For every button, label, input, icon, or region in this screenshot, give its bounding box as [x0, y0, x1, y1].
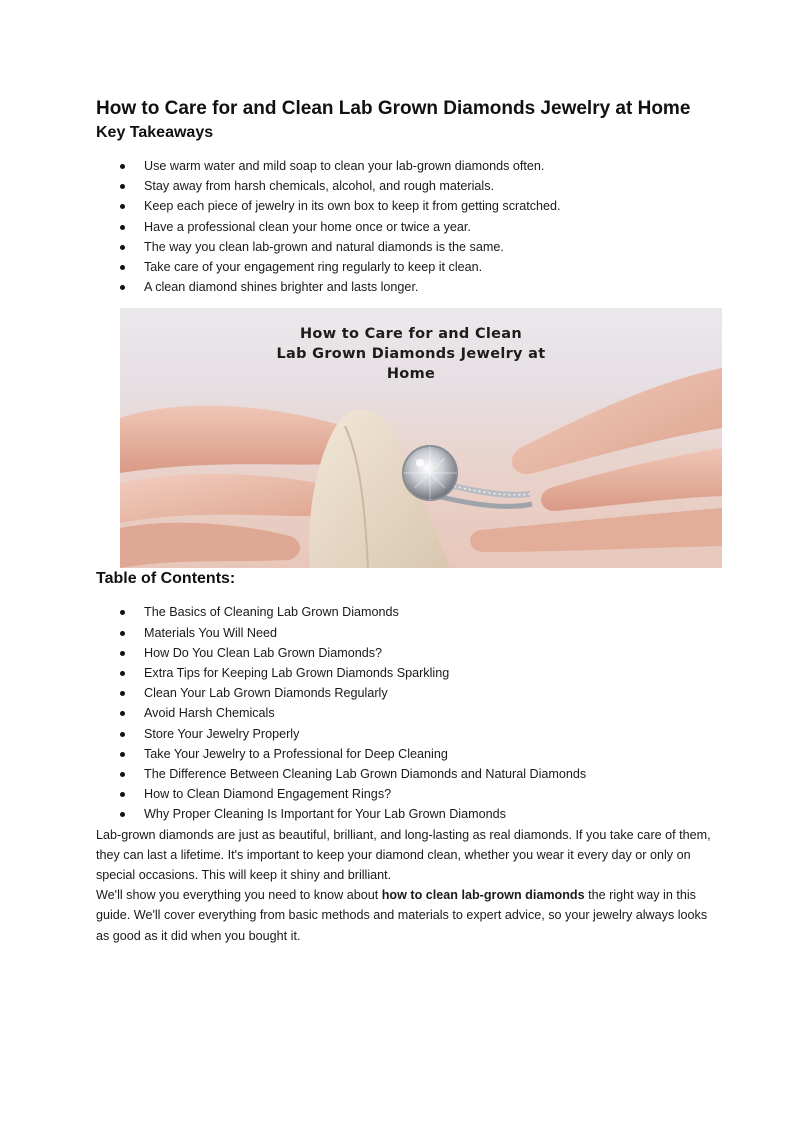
toc-item-text: Store Your Jewelry Properly [144, 726, 300, 741]
table-of-contents-list [96, 602, 726, 824]
bullet-icon [120, 752, 125, 757]
toc-item [120, 643, 726, 663]
key-takeaways-list [96, 156, 726, 297]
bullet-icon [120, 245, 125, 250]
hero-heading [120, 324, 702, 384]
toc-item-text: How to Clean Diamond Engagement Rings? [144, 787, 392, 802]
toc-item [120, 784, 726, 804]
toc-item-text: Take Your Jewelry to a Professional for Deep Cleaning [144, 746, 448, 761]
hero-heading-line: Lab Grown Diamonds Jewelry at [276, 346, 546, 363]
bullet-icon [120, 651, 125, 656]
toc-item [120, 683, 726, 703]
bullet-icon [120, 285, 125, 290]
toc-item-text: How Do You Clean Lab Grown Diamonds? [144, 645, 383, 660]
bullet-icon [120, 265, 125, 270]
toc-item [120, 663, 726, 683]
list-item [120, 277, 726, 297]
toc-item-text: Avoid Harsh Chemicals [144, 706, 275, 721]
toc-item [120, 724, 726, 744]
list-item-text: Use warm water and mild soap to clean your lab-grown diamonds often. [144, 159, 545, 173]
toc-item [120, 744, 726, 764]
list-item [120, 217, 726, 237]
guide-paragraph-emphasis: how to clean lab-grown diamonds [381, 888, 585, 903]
list-item-text: The way you clean lab-grown and natural diamonds is the same. [144, 239, 504, 254]
hero-heading-line: How to Care for and Clean [300, 326, 522, 343]
hero-image [120, 308, 722, 568]
bullet-icon [120, 671, 125, 676]
list-item-text: Stay away from harsh chemicals, alcohol, and rough materials. [144, 179, 494, 194]
bullet-icon [120, 204, 125, 209]
key-takeaways-heading: Key Takeaways [96, 124, 214, 141]
toc-item-text: Extra Tips for Keeping Lab Grown Diamonds Sparkling [144, 666, 450, 681]
hero-heading-line: Home [386, 366, 436, 383]
bullet-icon [120, 184, 125, 189]
document-page [96, 96, 726, 946]
guide-paragraph [96, 885, 716, 946]
bullet-icon [120, 812, 125, 817]
bullet-icon [120, 711, 125, 716]
toc-item [120, 602, 726, 622]
toc-item-text: The Basics of Cleaning Lab Grown Diamonds [144, 605, 399, 620]
list-item [120, 176, 726, 196]
toc-item [120, 703, 726, 723]
guide-paragraph-text: We'll show you everything you need to know about [96, 888, 382, 903]
toc-item [120, 623, 726, 643]
list-item [120, 257, 726, 277]
bullet-icon [120, 225, 125, 230]
bullet-icon [120, 691, 125, 696]
bullet-icon [120, 732, 125, 737]
bullet-icon [120, 631, 125, 636]
guide-paragraph-text: the right way in this guide. We'll cover everything from basic methods and materials to expert advice, so your jewelry always looks as good as it did when you bought it. [96, 888, 708, 943]
list-item-text: Have a professional clean your home once or twice a year. [144, 219, 471, 234]
toc-item-text: Clean Your Lab Grown Diamonds Regularly [144, 686, 388, 701]
toc-item-text: Materials You Will Need [144, 625, 277, 640]
toc-item [120, 764, 726, 784]
intro-paragraph: Lab-grown diamonds are just as beautiful, brilliant, and long-lasting as real diamonds. If you take care of them, they can last a lifetime. It's important to keep your diamond clean, whether you wear it every day or only on special occasions. This will keep it shiny and brilliant. [96, 827, 711, 883]
list-item [120, 196, 726, 216]
bullet-icon [120, 164, 125, 169]
list-item [120, 156, 726, 176]
list-item-text: A clean diamond shines brighter and lasts longer. [144, 280, 419, 295]
document-title: How to Care for and Clean Lab Grown Diamonds Jewelry at Home [96, 98, 691, 119]
bullet-icon [120, 792, 125, 797]
list-item-text: Take care of your engagement ring regularly to keep it clean. [144, 260, 483, 275]
toc-item [120, 804, 726, 824]
bullet-icon [120, 610, 125, 615]
toc-item-text: The Difference Between Cleaning Lab Grown Diamonds and Natural Diamonds [144, 767, 587, 782]
list-item-text: Keep each piece of jewelry in its own box to keep it from getting scratched. [144, 199, 561, 214]
toc-item-text: Why Proper Cleaning Is Important for Your Lab Grown Diamonds [144, 807, 506, 822]
bullet-icon [120, 772, 125, 777]
table-of-contents-heading: Table of Contents: [96, 570, 236, 588]
list-item [120, 237, 726, 257]
